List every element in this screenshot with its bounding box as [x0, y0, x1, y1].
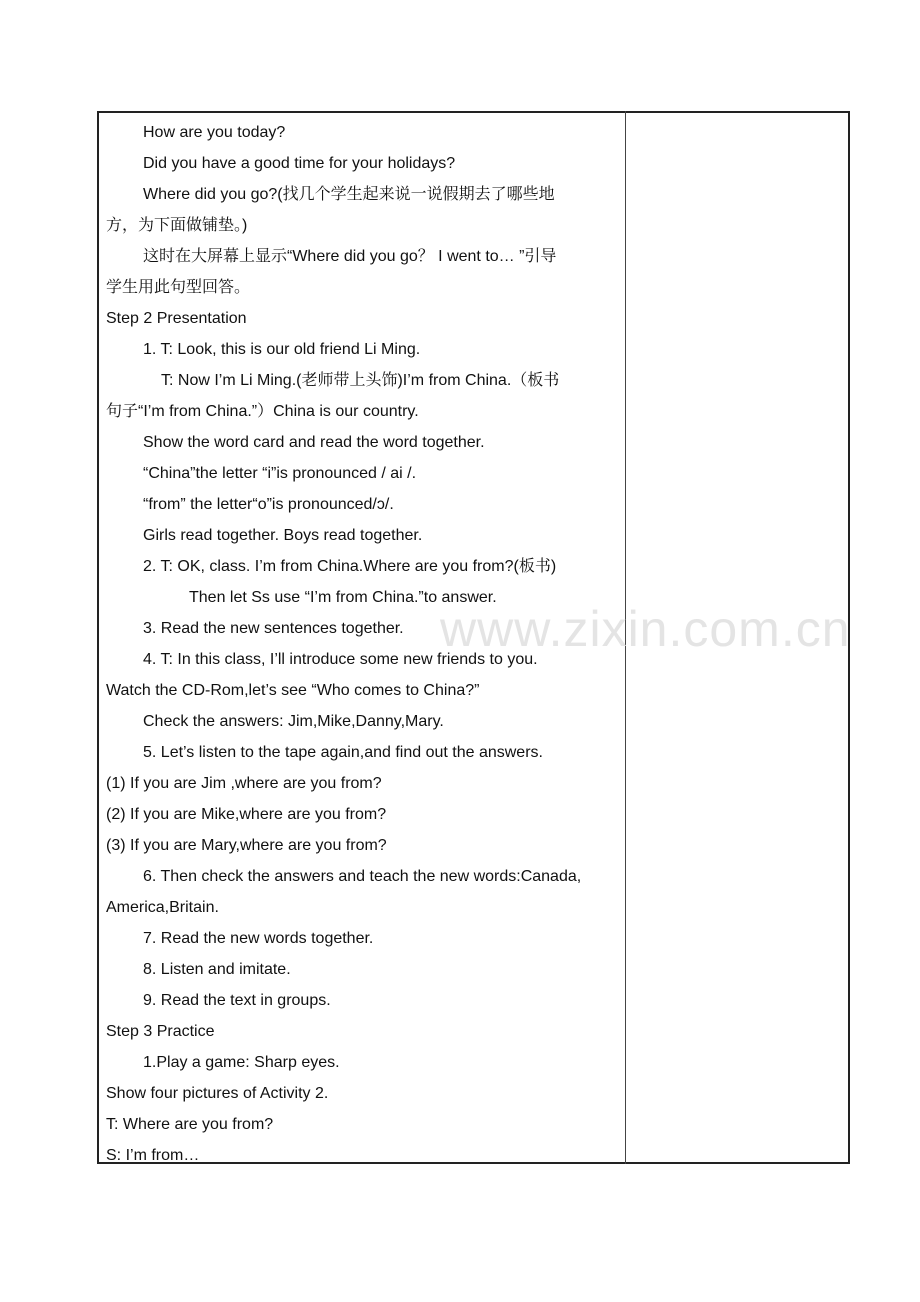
text-line: 7. Read the new words together.: [143, 930, 374, 947]
text-line: Check the answers: Jim,Mike,Danny,Mary.: [143, 713, 444, 730]
text-line: “from” the letter“o”is pronounced/ɔ/.: [143, 496, 394, 513]
watermark: www.zixin.com.cn: [440, 601, 851, 657]
question-line: (2) If you are Mike,where are you from?: [106, 806, 387, 823]
text-line: 8. Listen and imitate.: [143, 961, 291, 978]
text-line: 3. Read the new sentences together.: [143, 620, 404, 637]
question-line: (1) If you are Jim ,where are you from?: [106, 775, 382, 792]
text-line: Then let Ss use “I’m from China.”to answer.: [189, 589, 497, 606]
text-line: “China”the letter “i”is pronounced / ai /.: [143, 465, 417, 482]
text-line: How are you today?: [143, 124, 286, 141]
text-line: Girls read together. Boys read together.: [143, 527, 423, 544]
text-line: 6. Then check the answers and teach the new words:Canada,: [143, 868, 582, 885]
text-line: 4. T: In this class, I’ll introduce some new friends to you.: [143, 651, 538, 668]
text-line: 5. Let’s listen to the tape again,and find out the answers.: [143, 744, 543, 761]
text-line: T: Now I’m Li Ming.(老师带上头饰)I’m from China.（板书: [161, 372, 560, 389]
text-line: Show the word card and read the word together.: [143, 434, 485, 451]
text-line: T: Where are you from?: [106, 1116, 274, 1133]
text-line: Did you have a good time for your holidays?: [143, 155, 456, 172]
text-line: 这时在大屏幕上显示“Where did you go？ I went to… ”引导: [143, 248, 557, 265]
text-line: 句子“I’m from China.”）China is our country.: [106, 403, 419, 420]
step-heading: Step 2 Presentation: [106, 310, 247, 327]
text-line: 方，为下面做铺垫。): [106, 217, 248, 234]
text-line: America,Britain.: [106, 899, 219, 916]
question-line: (3) If you are Mary,where are you from?: [106, 837, 387, 854]
text-line: Watch the CD-Rom,let’s see “Who comes to China?”: [106, 682, 480, 699]
text-line: 9. Read the text in groups.: [143, 992, 331, 1009]
text-line: 学生用此句型回答。: [106, 279, 251, 296]
text-line: Where did you go?(找几个学生起来说一说假期去了哪些地: [143, 186, 555, 203]
text-line: 1.Play a game: Sharp eyes.: [143, 1054, 340, 1071]
text-line: 2. T: OK, class. I’m from China.Where are you from?(板书): [143, 558, 557, 575]
text-line: Show four pictures of Activity 2.: [106, 1085, 329, 1102]
column-divider: [625, 111, 626, 1164]
text-line: 1. T: Look, this is our old friend Li Ming.: [143, 341, 421, 358]
step-heading: Step 3 Practice: [106, 1023, 215, 1040]
text-line: S: I’m from…: [106, 1147, 200, 1164]
